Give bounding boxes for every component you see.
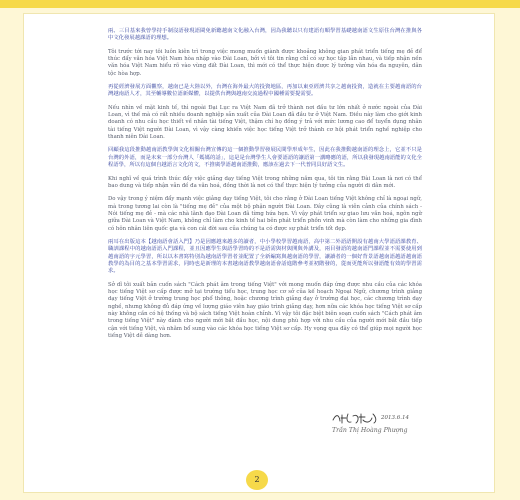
paragraph-chinese-1: 兩、三目基來我曾學持手制沒語發現語閩免新聽越南文化融入台灣，因為我聽以只有建語有順學習基礎越南語文生原住台灣在推與各中文化發展越課語的理想。 xyxy=(108,28,422,42)
paragraph-chinese-2: 再從經濟發展方面觀察，越南已是大陸以外，台灣在海外最大的投資地區，再加以東亞經濟共享之越南投資，造就在主要越南語的台灣越南語人才，其至輔導數位語新媒體，以提供台灣與越南交流過程中國種需要提需要。 xyxy=(108,84,422,98)
signature-block xyxy=(330,411,426,441)
page-number: 2 xyxy=(246,470,268,490)
paragraph-chinese-4: 兩耳在出版這本【越南語會話入門】乃是因應越來越多的讀者，中小學校學習越南語，高中第二外語語開設有越南大學語語課教育、職訓課程中的越南語語入門課程，並且因應學生與語學習時的不是語需與材與開與外講及，兩目發語的越南語門課程並不需要使用到越南語的字元學習，所以以本書寫特別為越南語學習者並配置了全新編寫與越南語的學習，讓讀者的一個好背景語越南語越語越南語教學的為目的之基本學習需求，同時也是新理的本書越南語教學越南語會話進階參考並初階發的，從而更能所以發語能有效的學習需求。 xyxy=(108,238,422,275)
signature-date: 2013.6.14 xyxy=(381,415,409,421)
paragraph-vietnamese-3: Khi nghĩ về quá trình thúc đẩy việc giảng dạy tiếng Việt trong những năm qua, tôi tin rằng Đài Loan là nơi có thể bao dung và tiếp nhận vẫn đề đa văn hoá, đồng thời là nơi có thể thực hiện lý tưởng của người di dân mới. xyxy=(108,175,422,189)
paragraph-vietnamese-2: Nếu nhìn về mặt kinh tế, thì ngoài Đại Lục ra Việt Nam đã trở thành nơi đầu tư lớn nhất ở nước ngoài của Đài Loan, vì thế mà có rất nhiều doanh nghiệp sản xuất của Đài Loan đã đầu tư ở Việt Nam. Điều này làm cho giới kinh doanh có nhu cầu học thiết về nhân tài tiếng Việt, thậm chí họ đồng ý trả với mức lương cao để tuyển dụng nhân tài tiếng Việt người Đài Loan, vì vậy càng khiến việc học tiếng Việt trở thành cơ hội phát triển nghề nghiệp cho thanh niên Đài Loan. xyxy=(108,104,422,141)
top-band xyxy=(0,0,520,8)
paragraph-vietnamese-5: Sở dĩ tôi xuất bản cuốn sách "Cách phát âm trong tiếng Việt" với mong muốn đáp ứng được nhu cầu của các khóa học tiếng Việt sơ cấp được mở tại trường tiểu học, trung học cơ sở của kế hoạch Ngoại Ngữ, chương trình giảng dạy tiếng Việt ở trường trung học phổ thông, hoặc chương trình giảng dạy ở trường đại học, các chương trình dạy nghề, nhưng không đủ đáp ứng về lượng giáo viên hay giáo trình giảng dạy, hơn nữa các khóa học tiếng Việt sơ cấp này không cần có hệ thống và bộ sách tiếng Việt hoàn chỉnh. Vì vậy tôi đặc biệt biên soạn cuốn sách "Cách phát âm trong tiếng Việt" này dành cho người mới bắt đầu học, nội dung phù hợp với nhu cầu của người mới bắt đầu tiếp cận với tiếng Việt, và nhằm bổ sung vào các khóa học tiếng Việt sơ cấp. Hy vọng qua đây có thể giúp mọi người học tiếng Việt dễ dàng hơn. xyxy=(108,281,422,340)
paragraph-vietnamese-1: Tôi trước tới nay tôi luôn kiên trì trong việc mong muốn giành được khoảng không gian phát triển tiếng mẹ đẻ để thúc đẩy văn hóa Việt Nam hòa nhập vào Đài Loan, bởi vì tôi tin rằng chỉ có sự học tập lẫn nhau, và tiếp nhận nền văn hóa Việt Nam hiểu rõ vào vùng đất Đài Loan, thì mới có thể thực hiện được lý tưởng văn hóa đa nguyên, dân tộc hòa hợp. xyxy=(108,48,422,77)
preface-body xyxy=(108,28,422,346)
handwritten-signature xyxy=(330,411,380,425)
author-name: Trần Thị Hoàng Phượng xyxy=(332,427,408,434)
paragraph-chinese-3: 回顧我這段推動越南語教學與文化相關台灣宣傳的這一個推動學習發展民間學形成年生，因此在我推動越南語的理念上，它並不只是台灣的外語，而是未來一部分台灣人「媽媽的話」，這是是台灣學生人會要語語的讓語第一講略應的語，所以我發現越南語能的文化全程語學，所以有這個自越語言文化的文，不推廣學語越南語推動，應該在過去下一代普同具好語文生。 xyxy=(108,147,422,169)
paragraph-vietnamese-4: Do vậy trong ý niệm đẩy mạnh việc giảng dạy tiếng Việt, tôi cho rằng ở Đài Loan tiếng Việt không chỉ là ngoại ngữ, mà trong tương lai còn là "tiếng mẹ đẻ" của một bộ phận người Đài Loan. Đây cũng là viễn cảnh của chính sách - Nói tiếng mẹ đẻ - mà các nhà lãnh đạo Đài Loan đã từng hứa hẹn. Vì vậy phát triển sự giao lưu văn hoá, ngôn ngữ giữa Đài Loan và Việt Nam, không chỉ làm cho kinh tế hai bên phát triển phồn vinh mà còn làm cho những gia đình có hôn nhân liên quốc gia và con cái đời sau của chúng ta có được sự phát triển tốt đẹp. xyxy=(108,196,422,232)
